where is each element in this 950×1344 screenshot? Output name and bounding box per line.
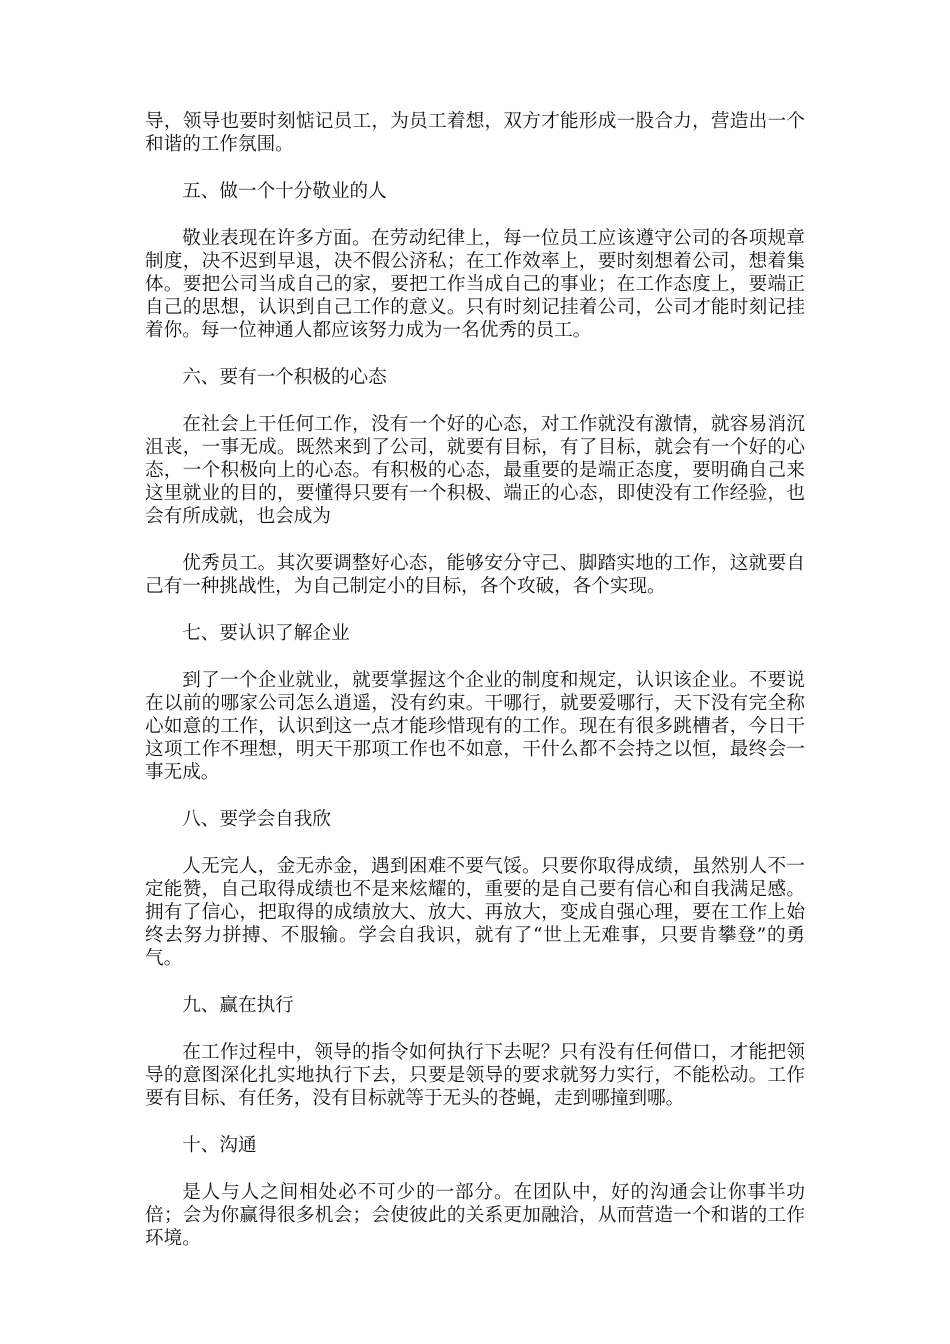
section-heading-5: 五、做一个十分敬业的人 bbox=[182, 181, 387, 202]
paragraph-communication: 是人与人之间相处必不可少的一部分。在团队中，好的沟通会让你事半功倍；会为你赢得很多机会；会使彼此的关系更加融洽，从而营造一个和谐的工作环境。 bbox=[145, 1182, 805, 1249]
document-page bbox=[145, 110, 805, 1274]
paragraph-self-appreciation: 人无完人，金无赤金，遇到困难不要气馁。只要你取得成绩，虽然别人不一定能赞，自己取得成绩也不是来炫耀的，重要的是自己要有信心和自我满足感。拥有了信心，把取得的成绩放大、放大、再放大，变成自强心理，要在工作上始终去努力拼搏、不服输。学会自我识，就有了“世上无难事，只要肯攀登”的勇气。 bbox=[145, 856, 805, 969]
paragraph-continuation: 导，领导也要时刻惦记员工，为员工着想，双方才能形成一股合力，营造出一个和谐的工作氛围。 bbox=[145, 111, 805, 155]
section-heading-10: 十、沟通 bbox=[182, 1135, 257, 1156]
paragraph-know-company: 到了一个企业就业，就要掌握这个企业的制度和规定，认识该企业。不要说在以前的哪家公司怎么逍遥，没有约束。干哪行，就要爱哪行，天下没有完全称心如意的工作，认识到这一点才能珍惜现有的工作。现在有很多跳槽者，今日干这项工作不理想，明天干那项工作也不如意，干什么都不会持之以恒，最终会一事无成。 bbox=[145, 670, 805, 783]
paragraph-execution: 在工作过程中，领导的指令如何执行下去呢？只有没有任何借口，才能把领导的意图深化扎实地执行下去，只要是领导的要求就努力实行，不能松动。工作要有目标、有任务，没有目标就等于无头的苍蝇，走到哪撞到哪。 bbox=[145, 1042, 805, 1109]
paragraph-attitude-2: 优秀员工。其次要调整好心态，能够安分守己、脚踏实地的工作，这就要自己有一种挑战性，为自己制定小的目标，各个攻破，各个实现。 bbox=[145, 553, 805, 597]
section-heading-8: 八、要学会自我欣 bbox=[182, 809, 331, 830]
paragraph-dedication: 敬业表现在许多方面。在劳动纪律上，每一位员工应该遵守公司的各项规章制度，决不迟到早退，决不假公济私；在工作效率上，要时刻想着公司，想着集体。要把公司当成自己的家，要把工作当成自己的事业；在工作态度上，要端正自己的思想，认识到自己工作的意义。只有时刻记挂着公司，公司才能时刻记挂着你。每一位神通人都应该努力成为一名优秀的员工。 bbox=[145, 228, 805, 341]
section-heading-9: 九、赢在执行 bbox=[182, 995, 294, 1016]
section-heading-6: 六、要有一个积极的心态 bbox=[182, 367, 387, 388]
section-heading-7: 七、要认识了解企业 bbox=[182, 623, 350, 644]
paragraph-attitude-1: 在社会上干任何工作，没有一个好的心态，对工作就没有激情，就容易消沉沮丧，一事无成。既然来到了公司，就要有目标，有了目标，就会有一个好的心态，一个积极向上的心态。有积极的心态，最重要的是端正态度，要明确自己来这里就业的目的，要懂得只要有一个积极、端正的心态，即使没有工作经验，也会有所成就，也会成为 bbox=[145, 414, 805, 527]
